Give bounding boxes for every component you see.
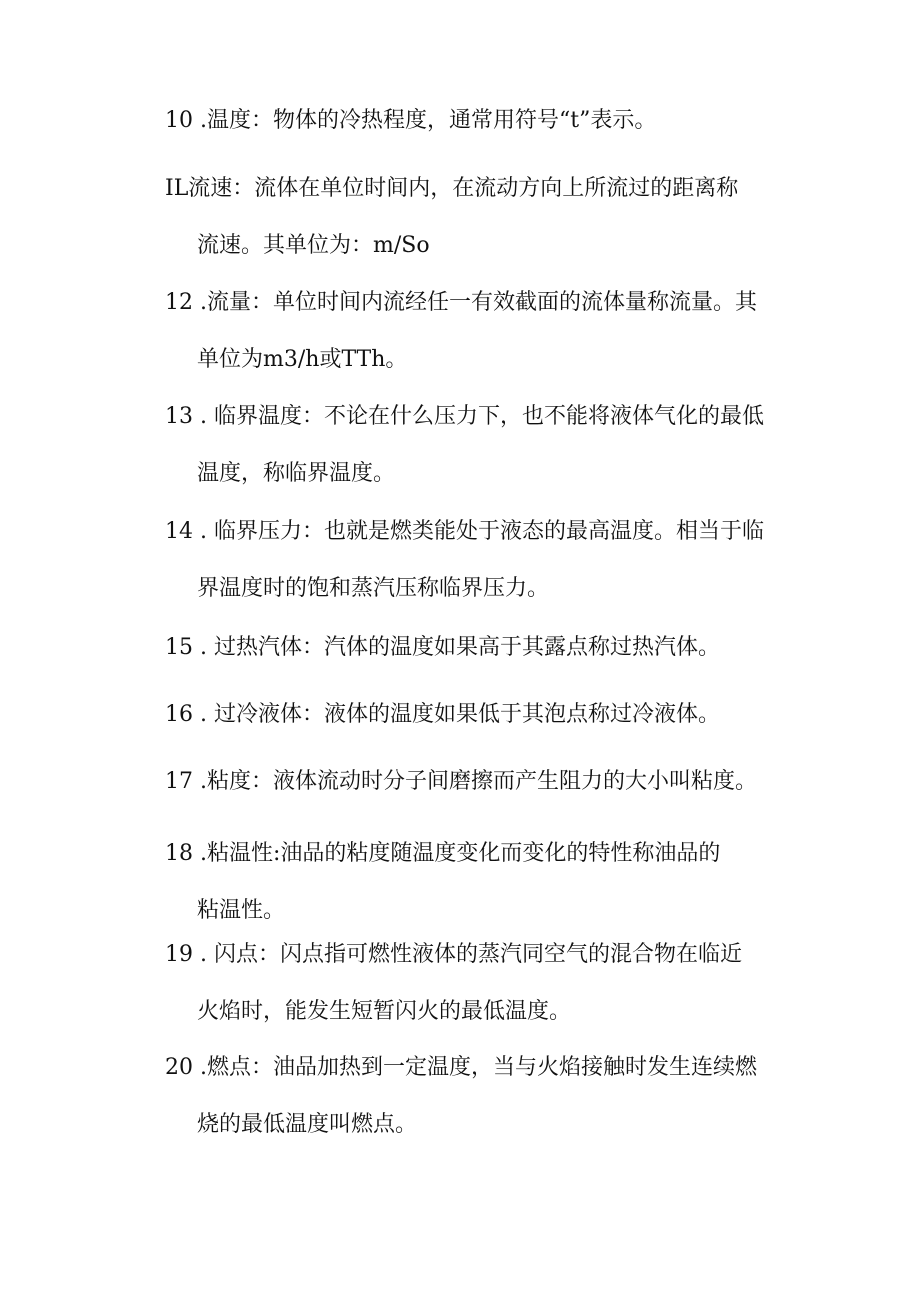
item-line: 19 . 闪点：闪点指可燃性液体的蒸汽同空气的混合物在临近	[165, 942, 742, 967]
item-line: 17 .粘度：液体流动时分子间磨擦而产生阻力的大小叫粘度。	[165, 769, 757, 794]
item-line: 15 . 过热汽体：汽体的温度如果高于其露点称过热汽体。	[165, 635, 720, 660]
item-line-continued: 温度，称临界温度。	[197, 461, 396, 486]
item-line: 18 .粘温性:油品的粘度随温度变化而变化的特性称油品的	[165, 841, 721, 866]
definition-item-10	[165, 92, 805, 149]
item-line: 13 . 临界温度：不论在什么压力下，也不能将液体气化的最低	[165, 404, 764, 429]
item-line: 10 .温度：物体的冷热程度，通常用符号“t”表示。	[165, 108, 657, 133]
definition-item-12	[165, 274, 805, 388]
item-line-continued: 火焰时，能发生短暂闪火的最低温度。	[197, 999, 572, 1024]
definition-item-14	[165, 503, 805, 617]
item-line: 14 . 临界压力：也就是燃类能处于液态的最高温度。相当于临	[165, 519, 764, 544]
item-line: 20 .燃点：油品加热到一定温度，当与火焰接触时发生连续燃	[165, 1055, 757, 1080]
definition-item-13	[165, 388, 805, 502]
item-line: 16 . 过冷液体：液体的温度如果低于其泡点称过冷液体。	[165, 702, 720, 727]
definition-item-16	[165, 686, 805, 743]
item-line: 12 .流量：单位时间内流经任一有效截面的流体量称流量。其	[165, 290, 757, 315]
definition-item-17	[165, 753, 805, 810]
definition-item-19	[165, 926, 805, 1040]
definition-item-15	[165, 619, 805, 676]
definition-item-11	[165, 160, 805, 274]
item-line-continued: 单位为m3/h或TTh。	[197, 347, 408, 372]
item-line-continued: 烧的最低温度叫燃点。	[197, 1112, 418, 1137]
item-line-continued: 粘温性。	[197, 898, 286, 923]
definition-item-18	[165, 825, 805, 939]
item-line-continued: 界温度时的饱和蒸汽压称临界压力。	[197, 576, 550, 601]
item-line: IL流速：流体在单位时间内，在流动方向上所流过的距离称	[165, 176, 739, 201]
item-line-continued: 流速。其单位为：m/So	[197, 233, 430, 258]
definition-item-20	[165, 1039, 805, 1153]
